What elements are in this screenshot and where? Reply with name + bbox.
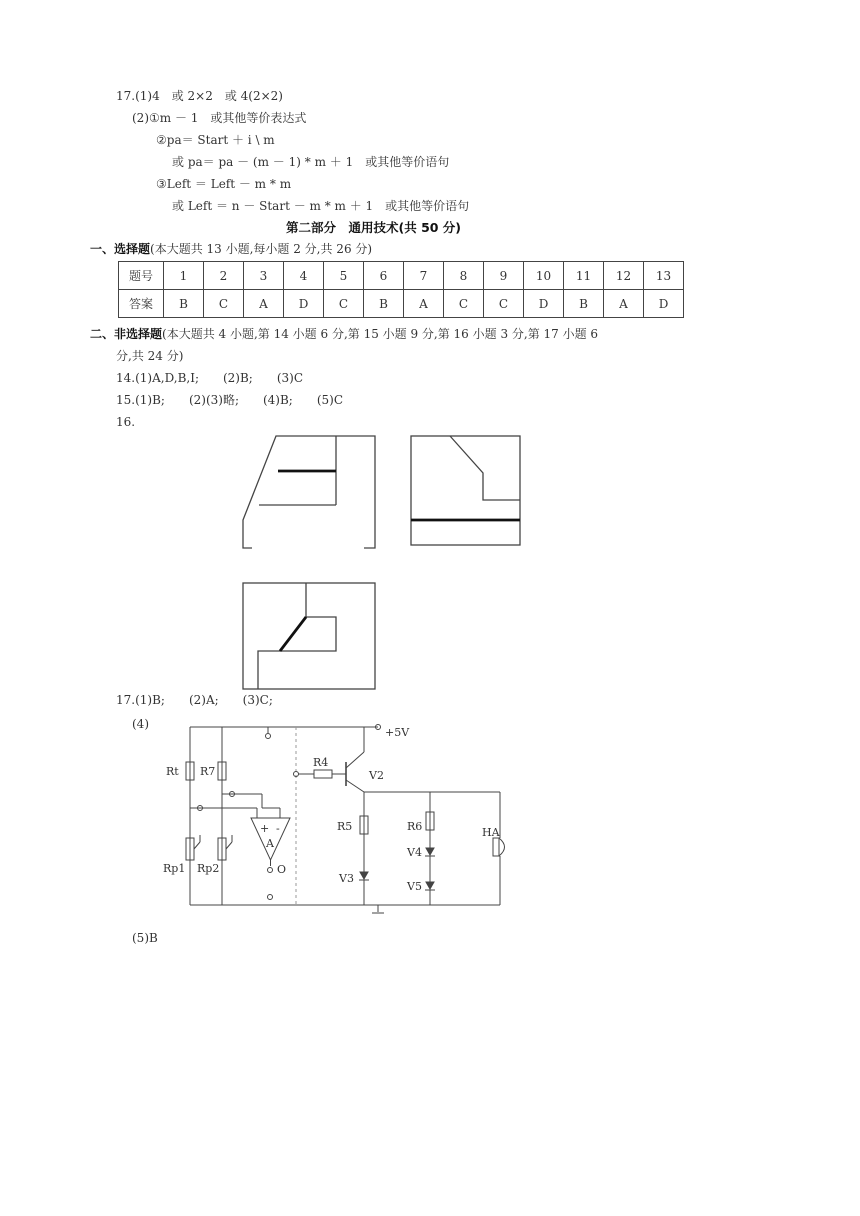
v4-led-icon xyxy=(426,848,434,855)
answer-cell: B xyxy=(364,290,404,318)
question-number: 12 xyxy=(604,262,644,290)
label-v4: V4 xyxy=(407,846,422,859)
answer-cell: B xyxy=(564,290,604,318)
v2-emitter xyxy=(346,752,364,768)
opamp-ground-terminal xyxy=(268,895,273,900)
ha-buzzer-icon xyxy=(499,838,505,856)
v3-led-icon xyxy=(360,872,368,879)
opamp-supply-terminal xyxy=(266,734,271,739)
section1-note: (本大题共 13 小题,每小题 2 分,共 26 分) xyxy=(150,242,373,256)
question-number: 5 xyxy=(324,262,364,290)
answer-cell: D xyxy=(644,290,684,318)
opamp-output-terminal xyxy=(268,868,273,873)
ha-buzzer-base xyxy=(493,838,499,856)
label-plus: + xyxy=(260,822,270,835)
answer-cell: C xyxy=(444,290,484,318)
answer-cell: A xyxy=(604,290,644,318)
label-rt: Rt xyxy=(166,765,179,778)
answer-cell: C xyxy=(324,290,364,318)
part2-title: 第二部分 通用技术(共 50 分) xyxy=(286,220,462,235)
question-number: 2 xyxy=(204,262,244,290)
answer-cell: D xyxy=(284,290,324,318)
r4-resistor xyxy=(314,770,332,778)
answer-q17-part5: (5)B xyxy=(132,931,158,945)
question-number: 3 xyxy=(244,262,284,290)
q17-line-6: 或 Left ＝ n － Start － m * m ＋ 1 或其他等价语句 xyxy=(172,199,470,213)
section2-note-1: (本大题共 4 小题,第 14 小题 6 分,第 15 小题 9 分,第 16 小题 3 分,第 17 小题 6 xyxy=(162,327,599,341)
section1-title: 一、选择题 xyxy=(90,242,151,256)
question-number: 8 xyxy=(444,262,484,290)
question-number: 13 xyxy=(644,262,684,290)
q17-line-3: ②pa＝ Start ＋ i \ m xyxy=(156,133,275,147)
question-number: 9 xyxy=(484,262,524,290)
answer-cell: A xyxy=(404,290,444,318)
label-r5: R5 xyxy=(337,820,353,833)
answer-q17-part4: (4) xyxy=(132,717,149,731)
answer-cell: A xyxy=(244,290,284,318)
q17-line-5: ③Left ＝ Left － m * m xyxy=(156,177,292,191)
v5-led-icon xyxy=(426,882,434,889)
section2-note-2: 分,共 24 分) xyxy=(116,349,184,363)
question-number: 6 xyxy=(364,262,404,290)
answer-q17: 17.(1)B; (2)A; (3)C; xyxy=(116,693,273,707)
label-output: O xyxy=(277,863,287,876)
answer-cell: D xyxy=(524,290,564,318)
label-v5: V5 xyxy=(407,880,422,893)
question-number: 4 xyxy=(284,262,324,290)
q17-line-2: (2)①m － 1 或其他等价表达式 xyxy=(132,111,307,125)
q17-line-1: 17.(1)4 或 2×2 或 4(2×2) xyxy=(116,89,283,103)
label-v2: V2 xyxy=(369,769,384,782)
q17-line-4: 或 pa＝ pa － (m － 1) * m ＋ 1 或其他等价语句 xyxy=(172,155,450,169)
label-ha: HA xyxy=(482,826,500,839)
label-rp2: Rp2 xyxy=(197,862,220,875)
question-number: 10 xyxy=(524,262,564,290)
number-row-label: 题号 xyxy=(119,262,164,290)
question-number: 7 xyxy=(404,262,444,290)
label-minus: - xyxy=(276,822,280,835)
label-rp1: Rp1 xyxy=(163,862,186,875)
section2-title: 二、非选择题 xyxy=(90,327,163,341)
answer-q15: 15.(1)B; (2)(3)略; (4)B; (5)C xyxy=(116,393,344,407)
answer-cell: B xyxy=(164,290,204,318)
label-v3: V3 xyxy=(339,872,354,885)
answer-cell: C xyxy=(204,290,244,318)
label-opamp: A xyxy=(266,837,274,850)
question-number: 1 xyxy=(164,262,204,290)
label-r4: R4 xyxy=(313,756,329,769)
answer-q14: 14.(1)A,D,B,I; (2)B; (3)C xyxy=(116,371,304,385)
label-supply: +5V xyxy=(385,726,410,739)
label-r7: R7 xyxy=(200,765,216,778)
answer-cell: C xyxy=(484,290,524,318)
label-r6: R6 xyxy=(407,820,423,833)
answer-q16: 16. xyxy=(116,415,136,429)
answer-row-label: 答案 xyxy=(119,290,164,318)
v2-collector xyxy=(346,780,364,792)
question-number: 11 xyxy=(564,262,604,290)
